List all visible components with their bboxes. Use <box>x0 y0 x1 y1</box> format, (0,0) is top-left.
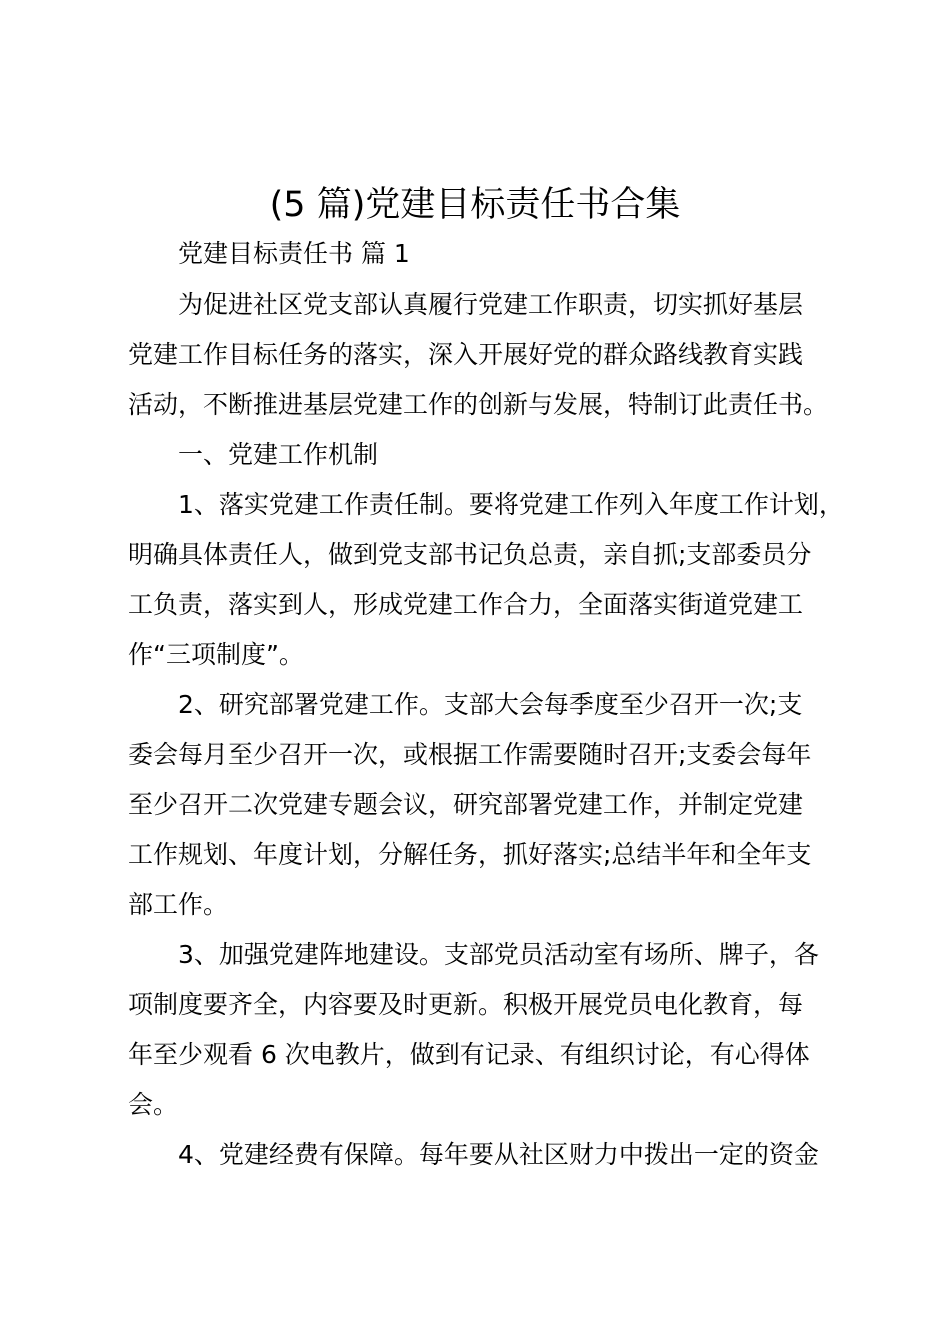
paragraph-line: 2、研究部署党建工作。支部大会每季度至少召开一次;支 <box>178 690 803 719</box>
paragraph-line: 项制度要齐全，内容要及时更新。积极开展党员电化教育，每 <box>128 990 804 1019</box>
paragraph-line: 为促进社区党支部认真履行党建工作职责，切实抓好基层 <box>178 290 804 319</box>
paragraph-line: 作“三项制度”。 <box>128 640 304 669</box>
paragraph-line: 会。 <box>128 1090 179 1119</box>
paragraph-line: 党建工作目标任务的落实，深入开展好党的群众路线教育实践 <box>128 340 804 369</box>
paragraph-line: 年至少观看 6 次电教片，做到有记录、有组织讨论，有心得体 <box>128 1040 810 1069</box>
document-title: (5 篇)党建目标责任书合集 <box>269 185 681 225</box>
paragraph-line: 明确具体责任人，做到党支部书记负总责，亲自抓;支部委员分 <box>128 540 812 569</box>
paragraph-line: 4、党建经费有保障。每年要从社区财力中拨出一定的资金 <box>178 1140 819 1169</box>
paragraph-line: 委会每月至少召开一次，或根据工作需要随时召开;支委会每年 <box>128 740 812 769</box>
paragraph-line: 部工作。 <box>128 890 229 919</box>
paragraph-line: 至少召开二次党建专题会议，研究部署党建工作，并制定党建 <box>128 790 804 819</box>
paragraph-line: 1、落实党建工作责任制。要将党建工作列入年度工作计划， <box>178 490 844 519</box>
paragraph-line: 工作规划、年度计划，分解任务，抓好落实;总结半年和全年支 <box>128 840 812 869</box>
paragraph-line: 工负责，落实到人，形成党建工作合力，全面落实街道党建工 <box>128 590 804 619</box>
subtitle: 党建目标责任书 篇 1 <box>178 239 410 268</box>
section-heading: 一、党建工作机制 <box>178 440 379 469</box>
paragraph-line: 3、加强党建阵地建设。支部党员活动室有场所、牌子，各 <box>178 940 819 969</box>
paragraph-line: 活动，不断推进基层党建工作的创新与发展，特制订此责任书。 <box>128 390 829 419</box>
